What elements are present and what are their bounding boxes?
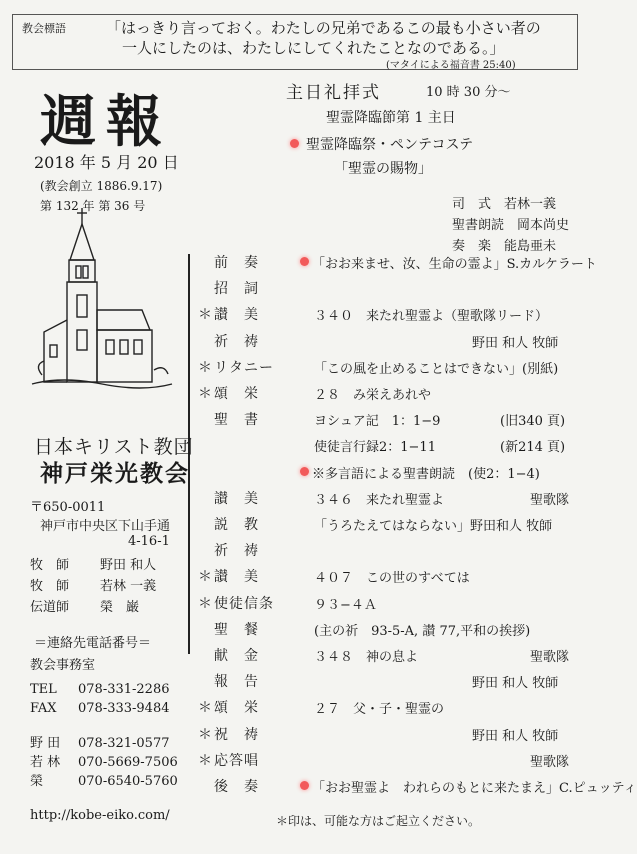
order-label: 聖 餐	[214, 622, 259, 638]
order-text: 「おお来ませ、汝、生命の霊よ」S.カルケラート	[312, 257, 597, 272]
phone-row: 榮 070-6540-5760	[30, 774, 178, 789]
order-label: 招 詞	[214, 281, 259, 297]
order-text: 「うろたえてはならない」野田和人 牧師	[314, 519, 553, 534]
standing-mark: ＊	[198, 307, 213, 323]
order-note: (新214 頁)	[500, 440, 566, 455]
contact-heading: ＝連絡先電話番号＝	[34, 636, 152, 651]
order-text: 聖歌隊	[530, 755, 570, 770]
motto-line-2: 一人にしたのは、わたしにしてくれたことなのである。」	[122, 39, 505, 57]
role-row: 奏 楽 能島亜未	[452, 239, 557, 254]
order-text: (主の祈 93-5-A, 讃 77,平和の挨拶)	[314, 624, 531, 639]
standing-mark: ＊	[198, 569, 213, 585]
staff-row: 牧 師 若林 一義	[30, 579, 157, 594]
service-name: 主日礼拝式	[286, 83, 381, 103]
order-label: 祈 祷	[214, 334, 259, 350]
order-text: ２７ 父・子・聖霊の	[314, 702, 445, 717]
highlight-dot	[290, 139, 299, 148]
postal-code: 〒650-0011	[30, 500, 106, 515]
order-text: ３４０ 来たれ聖霊よ（聖歌隊リード）	[314, 309, 549, 324]
page-title: 週報	[40, 89, 172, 155]
motto-line-1: 「はっきり言っておく。わたしの兄弟であるこの最も小さい者の	[106, 19, 541, 37]
church-name: 神戸栄光教会	[40, 460, 190, 487]
order-label: 応答唱	[214, 753, 259, 769]
order-label: 讃 美	[214, 569, 259, 585]
highlight-dot	[300, 781, 309, 790]
highlight-dot	[300, 467, 309, 476]
order-text: 野田 和人 牧師	[472, 676, 559, 691]
order-text: ３４６ 来たれ聖霊よ	[314, 493, 445, 508]
standing-mark: ＊	[198, 700, 213, 716]
sermon-subtitle: 「聖霊の賜物」	[334, 161, 432, 177]
order-text: 野田 和人 牧師	[472, 729, 559, 744]
phone-list	[30, 680, 178, 791]
order-label: 後 奏	[214, 779, 259, 795]
order-label: 頌 栄	[214, 386, 259, 402]
standing-mark: ＊	[198, 596, 213, 612]
church-illustration-icon	[22, 200, 182, 400]
highlight-dot	[300, 257, 309, 266]
founded-date: (教会創立 1886.9.17)	[40, 179, 163, 193]
phone-row: 野 田 078-321-0577	[30, 736, 170, 751]
liturgical-sunday: 聖霊降臨節第 1 主日	[326, 110, 456, 126]
order-label: リタニー	[214, 360, 274, 376]
staff-row: 伝道師 榮 巌	[30, 600, 140, 615]
roles-list	[452, 194, 569, 257]
order-text: 使徒言行録2：1−11	[314, 440, 436, 455]
order-label: 讃 美	[214, 307, 259, 323]
address-line-1: 神戸市中央区下山手通	[40, 519, 171, 534]
phone-row: FAX 078-333-9484	[30, 701, 170, 716]
order-text: ヨシュア記 1：1−9	[314, 414, 441, 429]
order-text: ３４８ 神の息よ	[314, 650, 419, 665]
office-label: 教会事務室	[30, 658, 96, 673]
order-text: ４０７ この世のすべては	[314, 571, 470, 586]
order-text: 野田 和人 牧師	[472, 336, 559, 351]
service-time: 10 時 30 分～	[426, 85, 511, 100]
order-text: ２８ み栄えあれや	[314, 388, 432, 403]
service-theme: 聖霊降臨祭・ペンテコステ	[306, 137, 474, 153]
order-text: ９３−４Ａ	[314, 598, 377, 613]
order-text: 「この風を止めることはできない」(別紙)	[314, 362, 559, 377]
order-text: ※多言語による聖書朗読 (使2：1−4)	[312, 467, 540, 482]
address-line-2: 4-16-1	[128, 534, 170, 549]
order-label: 讃 美	[214, 491, 259, 507]
order-label: 説 教	[214, 517, 259, 533]
motto-label: 教会標語	[22, 22, 66, 35]
order-label: 祝 祷	[214, 727, 259, 743]
standing-mark: ＊	[198, 727, 213, 743]
order-label: 献 金	[214, 648, 259, 664]
role-row: 司 式 若林一義	[452, 197, 557, 212]
order-text: 「おお聖霊よ われらのもとに来たまえ」C.ピュッティ	[312, 781, 637, 796]
order-label: 祈 祷	[214, 543, 259, 559]
role-row: 聖書朗読 岡本尚史	[452, 218, 570, 233]
order-note: (旧340 頁)	[500, 414, 566, 429]
website-link[interactable]: http://kobe-eiko.com/	[30, 808, 170, 823]
phone-row: TEL 078-331-2286	[30, 682, 170, 697]
order-note: 聖歌隊	[530, 650, 570, 665]
motto-source: (マタイによる福音書 25:40)	[386, 60, 516, 71]
staff-list	[30, 555, 156, 618]
footnote: ＊印は、可能な方はご起立ください。	[276, 814, 481, 828]
denomination: 日本キリスト教団	[34, 436, 194, 458]
standing-mark: ＊	[198, 386, 213, 402]
staff-row: 牧 師 野田 和人	[30, 558, 157, 573]
issue-number: 第 132 年 第 36 号	[40, 199, 146, 213]
bulletin-date: 2018 年 5 月 20 日	[34, 153, 179, 172]
order-label: 報 告	[214, 674, 259, 690]
standing-mark: ＊	[198, 753, 213, 769]
order-label: 聖 書	[214, 412, 259, 428]
order-label: 前 奏	[214, 255, 259, 271]
standing-mark: ＊	[198, 360, 213, 376]
order-label: 頌 栄	[214, 700, 259, 716]
order-note: 聖歌隊	[530, 493, 570, 508]
order-label: 使徒信条	[214, 596, 274, 612]
phone-row: 若 林 070-5669-7506	[30, 755, 178, 770]
